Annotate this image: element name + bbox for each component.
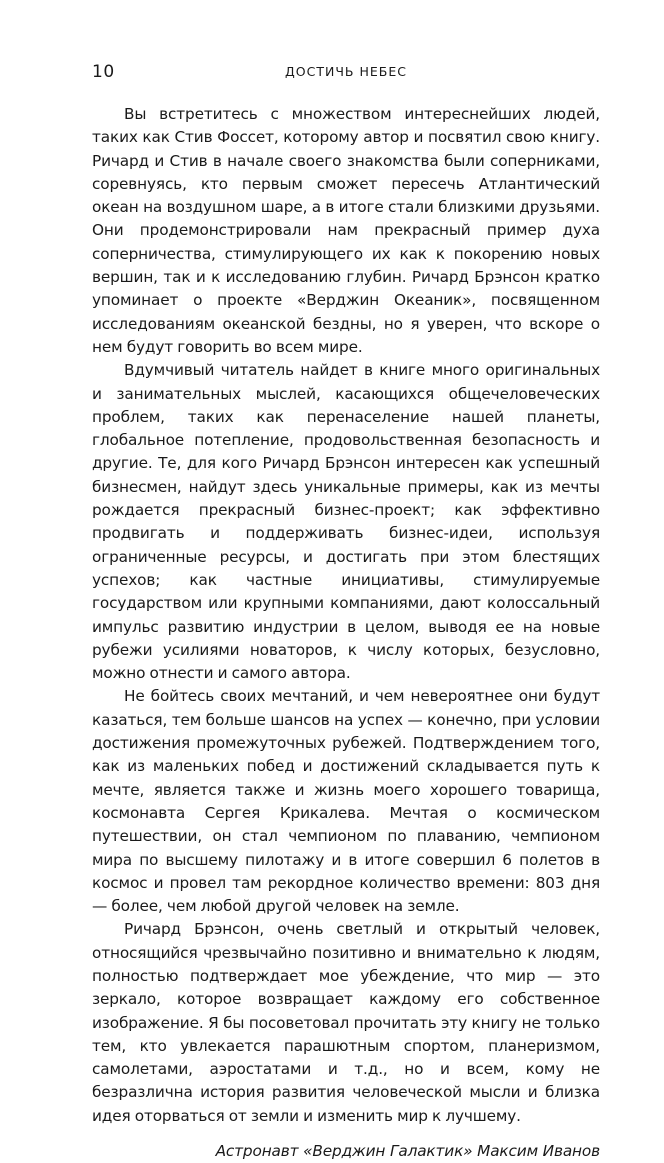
signature: Астронавт «Верджин Галактик» Максим Иванов [215, 1142, 600, 1161]
page-number: 10 [92, 62, 115, 82]
paragraph: Вдумчивый читатель найдет в книге много оригинальных и занимательных мыслей, касающихся общечеловеческих проблем, таких как перенаселение нашей планеты, глобальное потепление, продовольственная безопасность и другие. Те, для кого Ричард Брэнсон интересен как успешный бизнесмен, найдут здесь уникальные примеры, как из мечты рождается прекрасный бизнес-проект; как эффективно продвигать и поддерживать бизнес-идеи, используя ограниченные ресурсы, и достигать при этом блестящих успехов; как частные инициативы, стимулируемые государством или крупными компаниями, дают колоссальный импульс развитию индустрии в целом, выводя ее на новые рубежи усилиями новаторов, к числу которых, безусловно, можно отнести и самого автора. [92, 361, 600, 683]
paragraph: Не бойтесь своих мечтаний, и чем невероятнее они будут казаться, тем больше шансов на успех — конечно, при условии достижения промежуточных рубежей. Подтверждением того, как из маленьких побед и достижений складывается путь к мечте, является также и жизнь моего хорошего товарища, космонавта Сергея Крикалева. Мечтая о космическом путешествии, он стал чемпионом по плаванию, чемпионом мира по высшему пилотажу и в итоге совершил 6 полетов в космос и провел там рекордное количество времени: 803 дня — более, чем любой другой человек на земле. [92, 687, 600, 916]
paragraph: Ричард Брэнсон, очень светлый и открытый человек, относящийся чрезвычайно позитивно и внимательно к людям, полностью подтверждает мое убеждение, что мир — это зеркало, которое возвращает каждому его собственное изображение. Я бы посоветовал прочитать эту книгу не только тем, кто увлекается парашютным спортом, планеризмом, самолетами, аэростатами и т.д., но и всем, кому не безразлична история развития человеческой мысли и близка идея оторваться от земли и изменить мир к лучшему. [92, 920, 600, 1125]
running-title: ДОСТИЧЬ НЕБЕС [285, 64, 407, 79]
page-header [92, 62, 600, 82]
body-text [92, 103, 600, 1163]
paragraph: Вы встретитесь с множеством интереснейших людей, таких как Стив Фоссет, которому автор и посвятил свою книгу. Ричард и Стив в начале своего знакомства были соперниками, соревнуясь, кто первым сможет пересечь Атлантический океан на воздушном шаре, а в итоге стали близкими друзьями. Они продемонстрировали нам прекрасный пример духа соперничества, стимулирующего их как к покорению новых вершин, так и к исследованию глубин. Ричард Брэнсон кратко упоминает о проекте «Верджин Океаник», посвященном исследованиям океанской бездны, но я уверен, что вскоре о нем будут говорить во всем мире. [92, 105, 600, 356]
